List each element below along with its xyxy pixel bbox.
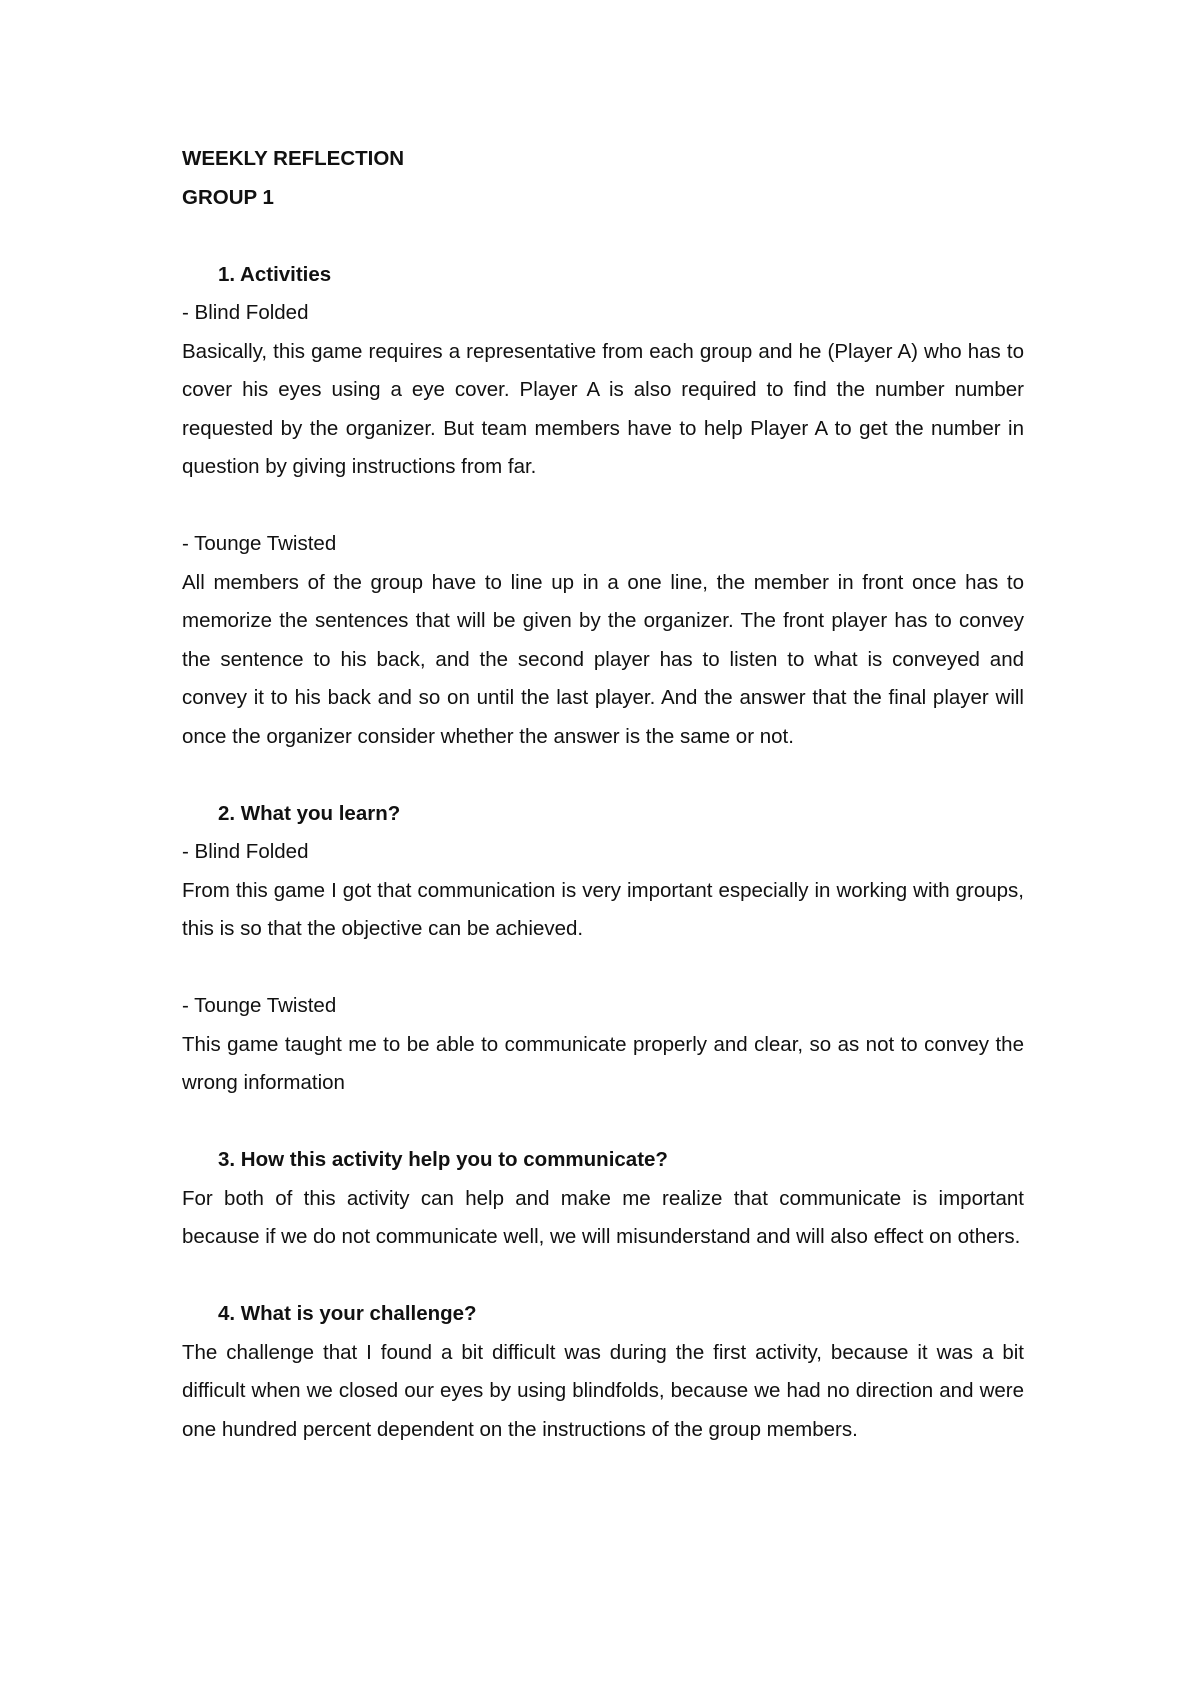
section-2-heading: 2. What you learn? [218, 801, 401, 825]
spacer [182, 1103, 1024, 1142]
spacer [182, 1257, 1024, 1296]
section-2-blind-folded-label: - Blind Folded [182, 840, 309, 863]
section-2-tounge-twisted-label: - Tounge Twisted [182, 994, 337, 1017]
section-3-text: For both of this activity can help and make me realize that communicate is important because if we do not communicate well, we will misunderstand and will also effect on others. [182, 1186, 1024, 1248]
section-2-tounge-twisted-text: This game taught me to be able to communicate properly and clear, so as not to convey the wrong information [182, 1032, 1024, 1094]
spacer [182, 217, 1024, 256]
section-4-text: The challenge that I found a bit difficult was during the first activity, because it was a bit difficult when we closed our eyes by using blindfolds, because we had no direction and were one hundred percent dependent on the instructions of the group members. [182, 1340, 1024, 1441]
section-2-blind-folded-text: From this game I got that communication is very important especially in working with groups, this is so that the objective can be achieved. [182, 878, 1024, 940]
document-page [182, 140, 1024, 1449]
section-1-heading: 1. Activities [218, 262, 332, 286]
section-1-blind-folded-label: - Blind Folded [182, 301, 309, 324]
document-title: WEEKLY REFLECTION [182, 147, 405, 170]
spacer [182, 949, 1024, 988]
spacer [182, 756, 1024, 795]
section-1-blind-folded-text: Basically, this game requires a representative from each group and he (Player A) who has to cover his eyes using a eye cover. Player A is also required to find the number number requested by the organizer. But team members have to help Player A to get the number in question by giving instructions from far. [182, 339, 1024, 478]
spacer [182, 487, 1024, 526]
section-1-tounge-twisted-label: - Tounge Twisted [182, 532, 337, 555]
section-3-heading: 3. How this activity help you to communicate? [218, 1148, 668, 1171]
section-4-heading: 4. What is your challenge? [218, 1302, 477, 1325]
section-1-tounge-twisted-text: All members of the group have to line up in a one line, the member in front once has to memorize the sentences that will be given by the organizer. The front player has to convey the sentence to his back, and the second player has to listen to what is conveyed and convey it to his back and so on until the last player. And the answer that the final player will once the organizer consider whether the answer is the same or not. [182, 570, 1024, 748]
group-label: GROUP 1 [182, 185, 274, 209]
